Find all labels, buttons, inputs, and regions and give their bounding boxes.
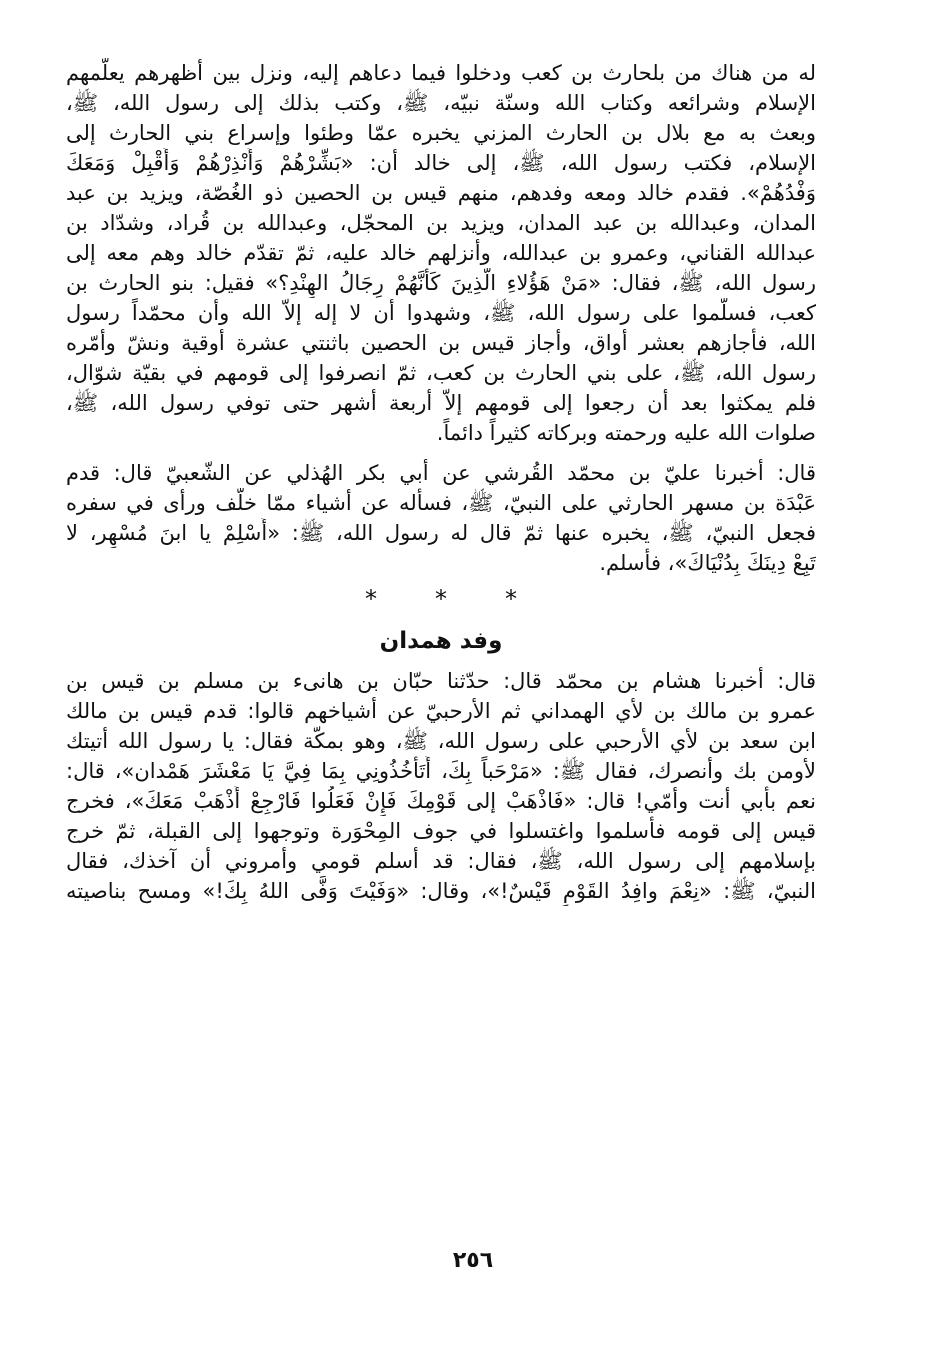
text-line: صلوات الله عليه ورحمته وبركاته كثيراً دائماً.: [436, 421, 816, 445]
text-line: بإسلامهم إلى رسول الله، ﷺ، فقال: قد أسلم قومي وأمروني أن آخذك، فقال: [66, 849, 816, 873]
text-line: له من هناك من بلحارث بن كعب ودخلوا فيما دعاهم إليه، ونزل بين أظهرهم يعلّمهم: [66, 61, 816, 85]
text-line: الإسلام، فكتب رسول الله، ﷺ، إلى خالد أن: «بَشِّرْهُمْ وَأَنْذِرْهُمْ وَأَقْبِلْ وَمَعَكَ: [66, 151, 816, 175]
paragraph-1: [66, 58, 816, 448]
text-line: ابن سعد بن لأي الأرحبي على رسول الله، ﷺ، وهو بمكّة فقال: يا رسول الله أتيتك: [66, 729, 816, 753]
text-line: الله، فأجازهم بعشر أواق، وأجاز قيس بن الحصين باثنتي عشرة أوقية ونشّ وأمّره: [66, 331, 816, 355]
text-line: رسول الله، ﷺ، على بني الحارث بن كعب، ثمّ انصرفوا إلى قومهم في بقيّة شوّال،: [66, 361, 816, 385]
text-line: لأومن بك وأنصرك، فقال ﷺ: «مَرْحَباً بِكَ، أَتَأْخُذُونِي بِمَا فِيَّ يَا مَعْشَرَ هَمْدان»، قال:: [66, 759, 816, 783]
separator-star: *: [365, 585, 377, 613]
page-body: [66, 58, 816, 906]
paragraph-3: [66, 666, 816, 906]
text-line: النبيّ، ﷺ: «نِعْمَ وافِدُ القَوْمِ قَيْسٌ!»، وقال: «وَفَيْتَ وَفَّى اللهُ بِكَ!» ومسح بناصيته: [66, 879, 816, 903]
text-line: وَفْدُهُمْ». فقدم خالد ومعه وفدهم، منهم قيس بن الحصين ذو الغُصّة، ويزيد بن عبد: [66, 181, 816, 205]
text-line: كعب، فسلّموا على رسول الله، ﷺ، وشهدوا أن لا إله إلاّ الله وأن محمّداً رسول: [66, 301, 816, 325]
text-line: فلم يمكثوا بعد أن رجعوا إلى قومهم إلاّ أربعة أشهر حتى توفي رسول الله، ﷺ،: [66, 391, 816, 415]
text-line: عبدالله القناني، وعمرو بن عبدالله، وأنزلهم خالد عليه، ثمّ تقدّم خالد وهم معه إلى: [66, 241, 816, 265]
paragraph-2: [66, 458, 816, 578]
page-number: ٢٥٦: [452, 1248, 494, 1273]
text-line: قال: أخبرنا عليّ بن محمّد القُرشي عن أبي بكر الهُذلي عن الشّعبيّ قال: قدم: [66, 461, 816, 485]
text-line: نعم بأبي أنت وأمّي! قال: «فَاذْهَبْ إلى قَوْمِكَ فَإِنْ فَعَلُوا فَارْجِعْ أَذْهَبْ مَعَكَ»، فخرج: [66, 789, 816, 813]
text-line: الإسلام وشرائعه وكتاب الله وسنّة نبيّه، ﷺ، وكتب بذلك إلى رسول الله، ﷺ،: [66, 91, 816, 115]
section-separator: [66, 584, 816, 614]
text-line: المدان، وعبدالله بن عبد المدان، ويزيد بن المحجّل، وعبدالله بن قُراد، وشدّاد بن: [66, 211, 816, 235]
separator-star: *: [435, 585, 447, 613]
text-line: وبعث به مع بلال بن الحارث المزني يخبره عمّا وطئوا وإسراع بني الحارث إلى: [66, 121, 816, 145]
separator-star: *: [505, 585, 517, 613]
text-line: تَبِعْ دِينَكَ بِدُنْيَاكَ»، فأسلم.: [599, 551, 816, 575]
text-line: فجعل النبيّ، ﷺ، يخبره عنها ثمّ قال له رسول الله، ﷺ: «أَسْلِمْ يا ابنَ مُسْهِر، لا: [66, 521, 816, 545]
text-line: عمرو بن مالك بن لأي الهمداني ثم الأرحبيّ عن أشياخهم قالوا: قدم قيس بن مالك: [66, 699, 816, 723]
text-line: عَبْدَة بن مسهر الحارثي على النبيّ، ﷺ، فسأله عن أشياء ممّا خلّف ورأى في سفره: [66, 491, 816, 515]
section-title: وفد همدان: [379, 628, 503, 654]
text-line: قيس إلى قومه فأسلموا واغتسلوا في جوف المِحْوَرة وتوجهوا إلى القبلة، ثمّ خرج: [66, 819, 816, 843]
text-line: رسول الله، ﷺ، فقال: «مَنْ هَؤُلاءِ الَّذِينَ كَأَنَّهُمْ رِجَالُ الهِنْدِ؟» فقيل: بنو الحارث بن: [66, 271, 816, 295]
text-line: قال: أخبرنا هشام بن محمّد قال: حدّثنا حبّان بن هانىء بن مسلم بن قيس بن: [66, 669, 816, 693]
